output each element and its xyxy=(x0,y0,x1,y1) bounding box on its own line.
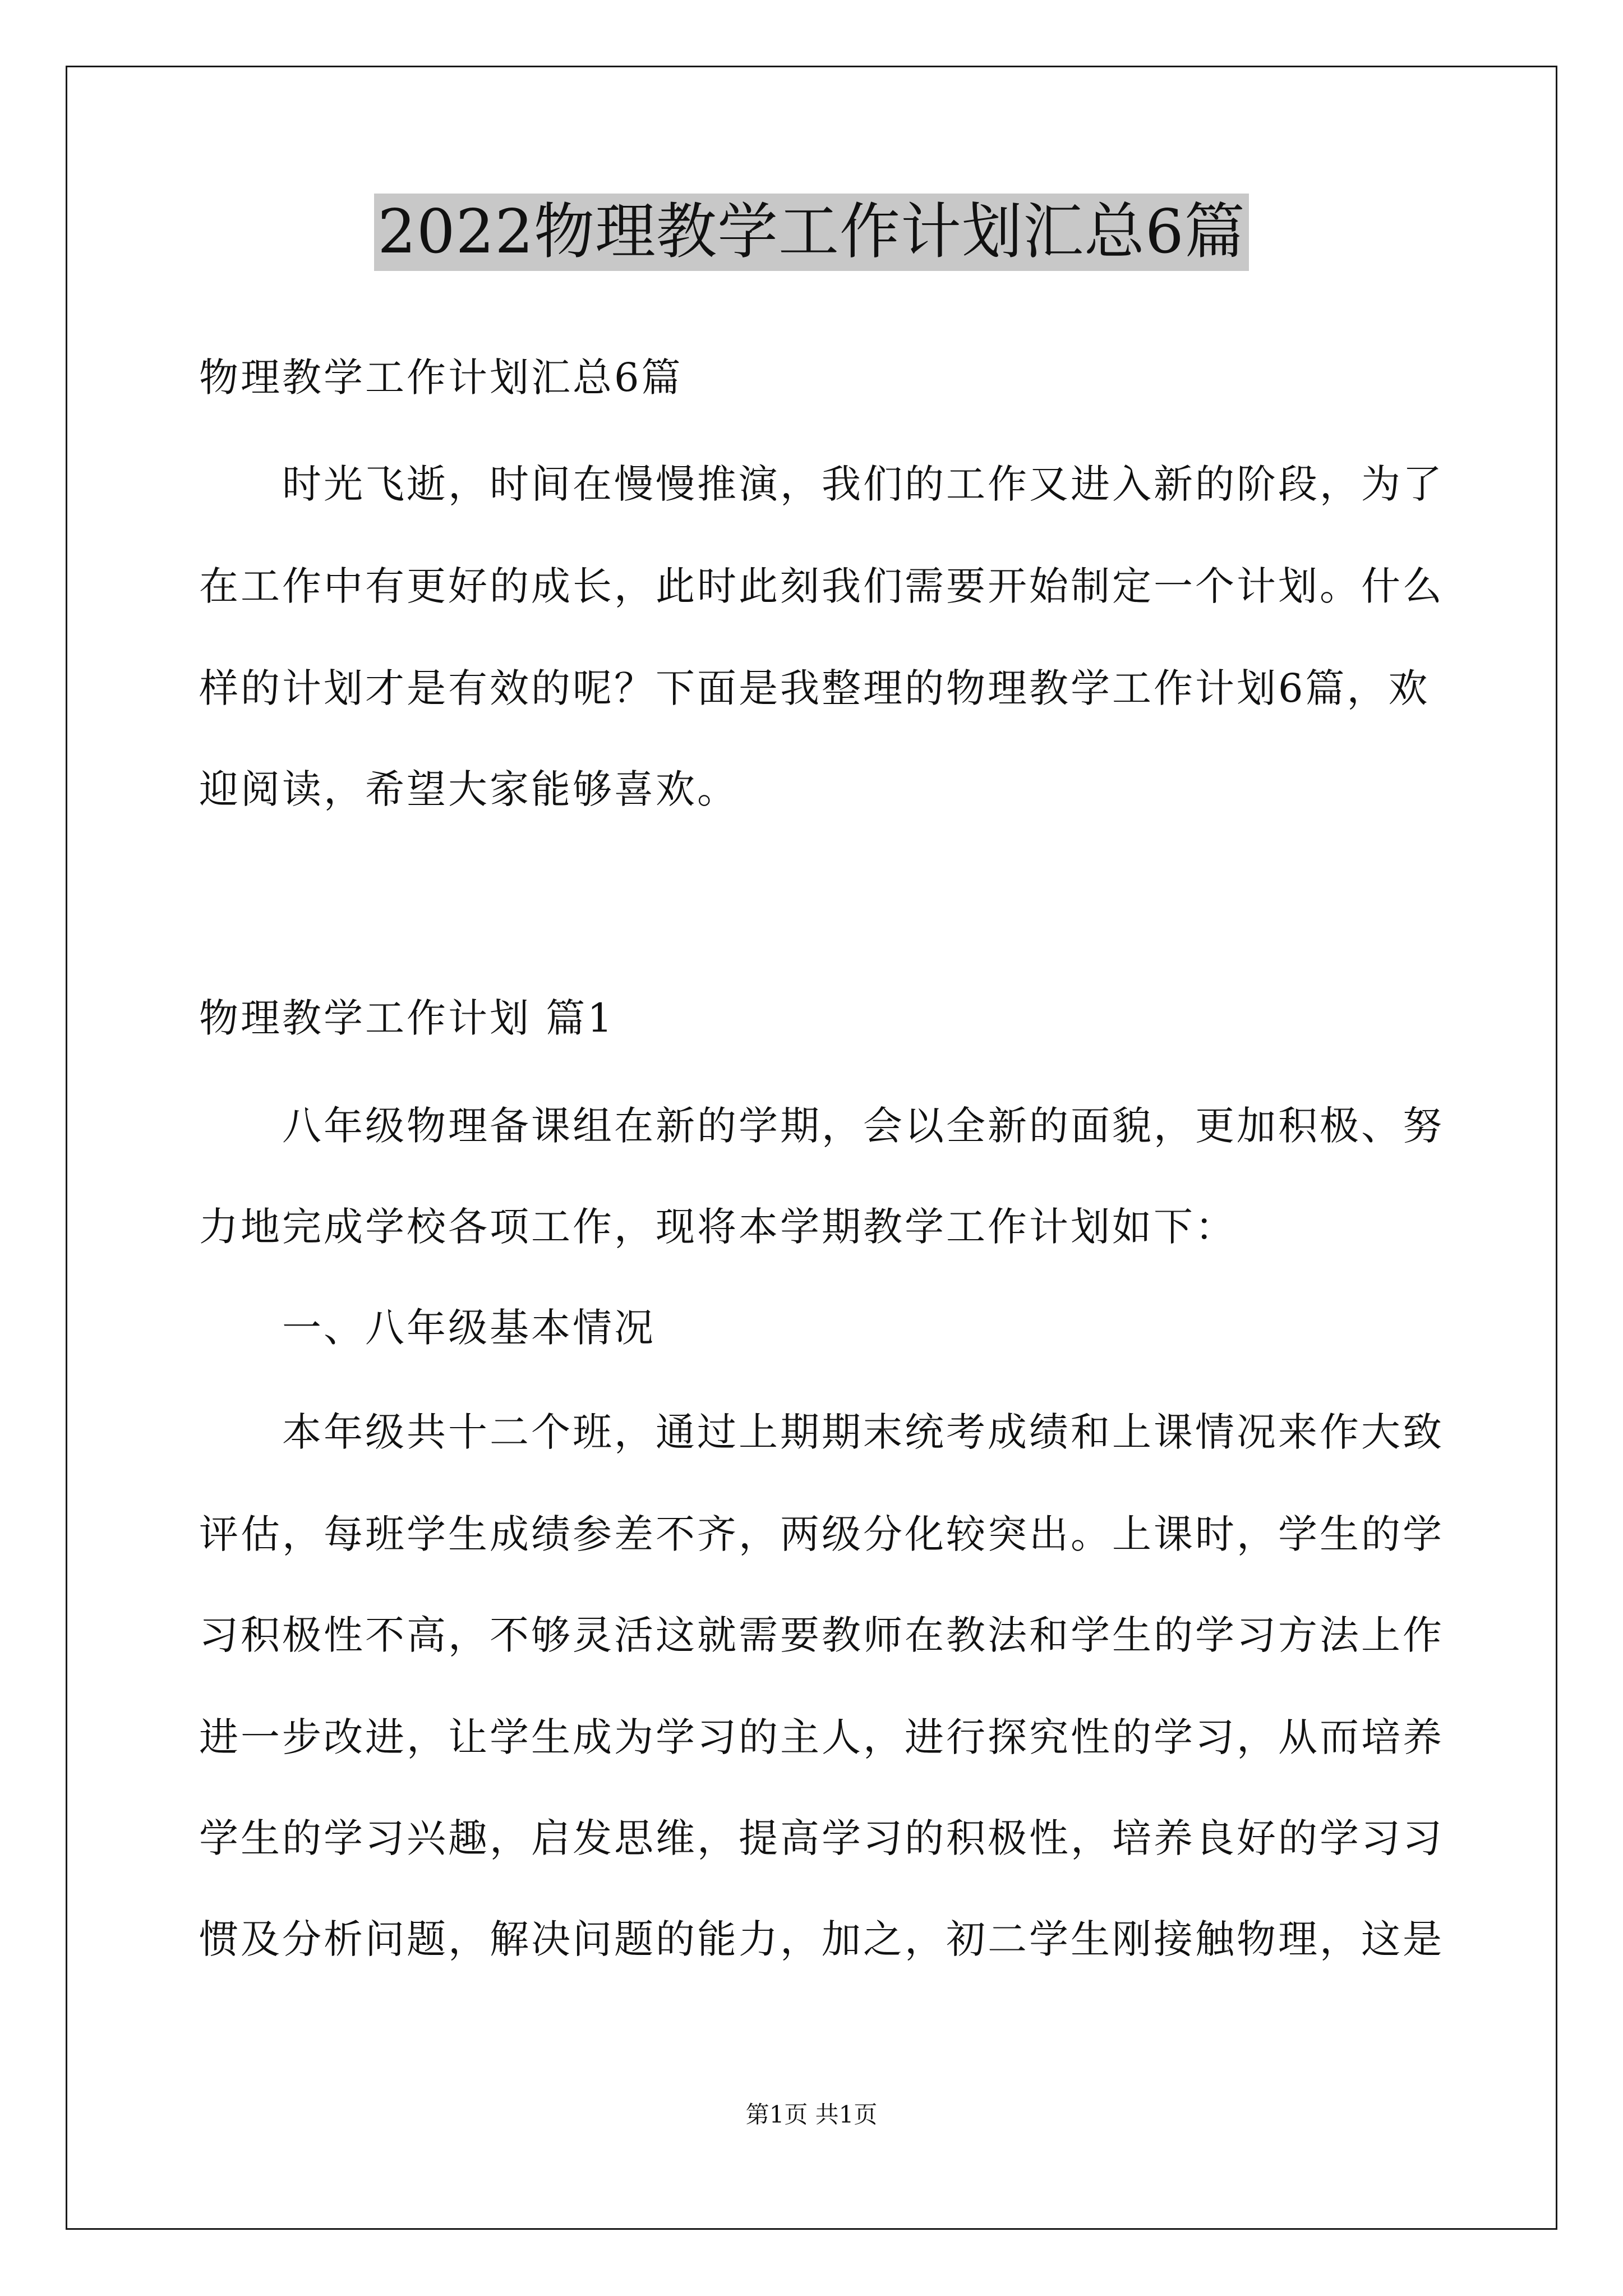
document-title: 2022物理教学工作计划汇总6篇 xyxy=(374,194,1249,271)
document-subtitle: 物理教学工作计划汇总6篇 xyxy=(199,355,683,401)
intro-line: 迎阅读，希望大家能够喜欢。 xyxy=(199,766,739,812)
body-line: 评估，每班学生成绩参差不齐，两级分化较突出。上课时，学生的学 xyxy=(199,1511,1444,1557)
title-container xyxy=(0,194,1623,271)
page-number-footer: 第1页 共1页 xyxy=(745,2101,878,2128)
body-line: 学生的学习兴趣，启发思维，提高学习的积极性，培养良好的学习习 xyxy=(199,1815,1444,1861)
section-intro-line: 力地完成学校各项工作，现将本学期教学工作计划如下： xyxy=(199,1204,1237,1250)
section-heading: 物理教学工作计划 篇1 xyxy=(199,995,615,1041)
body-line: 习积极性不高，不够灵活这就需要教师在教法和学生的学习方法上作 xyxy=(199,1612,1444,1658)
body-line: 惯及分析问题，解决问题的能力，加之，初二学生刚接触物理，这是 xyxy=(199,1916,1444,1962)
body-line: 本年级共十二个班，通过上期期末统考成绩和上课情况来作大致 xyxy=(282,1409,1444,1455)
section-intro-line: 八年级物理备课组在新的学期，会以全新的面貌，更加积极、努 xyxy=(282,1103,1444,1149)
intro-line: 样的计划才是有效的呢？下面是我整理的物理教学工作计划6篇，欢 xyxy=(199,665,1430,711)
intro-line: 时光飞逝，时间在慢慢推演，我们的工作又进入新的阶段，为了 xyxy=(282,461,1444,507)
subheading: 一、八年级基本情况 xyxy=(282,1305,656,1351)
intro-line: 在工作中有更好的成长，此时此刻我们需要开始制定一个计划。什么 xyxy=(199,563,1444,609)
body-line: 进一步改进，让学生成为学习的主人，进行探究性的学习，从而培养 xyxy=(199,1714,1444,1760)
